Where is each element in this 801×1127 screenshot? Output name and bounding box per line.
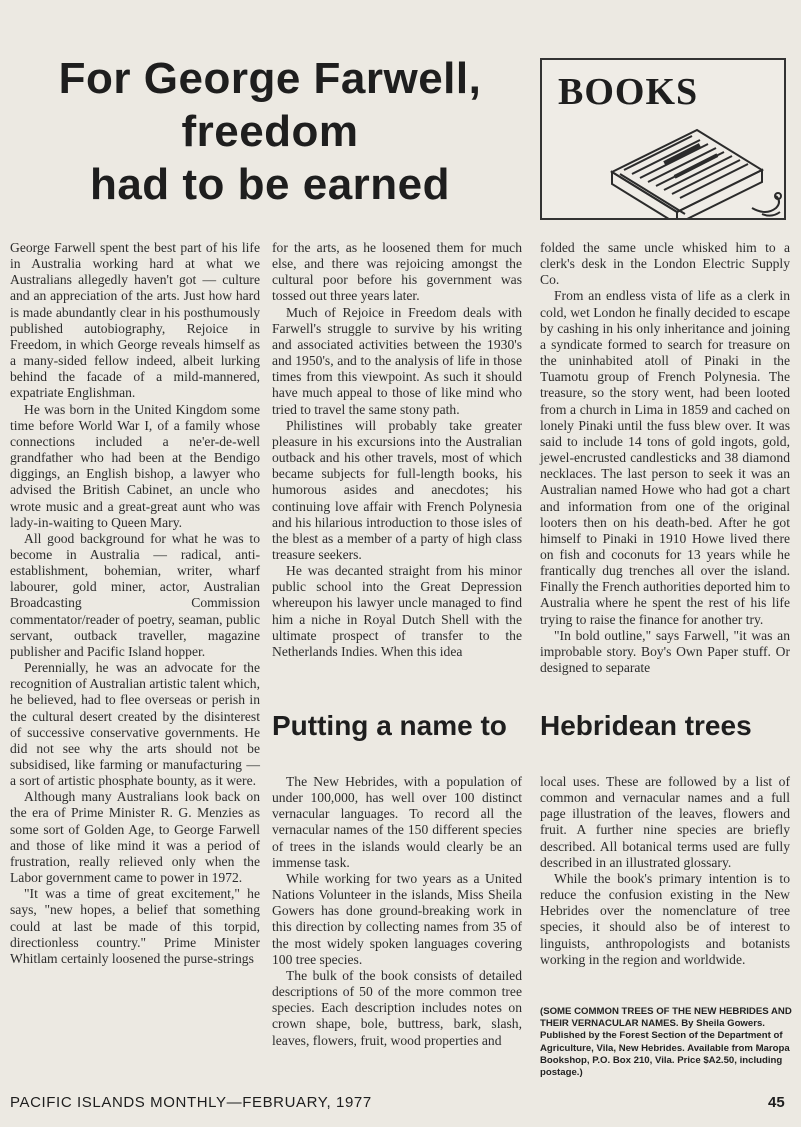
paragraph: Philistines will probably take greater pleasure in his excursions into the Australian outback and his other travels, most of which became subjects for full-length books, his humorous asides and anecdotes; his continuing love affair with French Polynesia and his hilarious introduction to those isles of the blest as a member of a party of high class treasure seekers. [272, 417, 522, 562]
books-section-box [540, 58, 786, 220]
headline-line-1: For George Farwell, [58, 54, 482, 103]
paragraph: Although many Australians look back on the era of Prime Minister R. G. Menzies as some sort of Golden Age, to George Farwell and those of like mind it was a period of frustration, really relieved only when the Labor government came to power in 1972. [10, 789, 260, 886]
paragraph: "It was a time of great excitement," he says, "new hopes, a belief that something could at last be made of this torpid, directionless country." Prime Minister Whitlam certainly loosened the purse-strings [10, 886, 260, 966]
paragraph: While working for two years as a United Nations Volunteer in the islands, Miss Sheila Gowers has done ground-breaking work in this direction by collecting names from 35 of the most widely spoken languages covering 100 tree species. [272, 870, 522, 967]
publication-footer: PACIFIC ISLANDS MONTHLY—FEBRUARY, 1977 [10, 1094, 372, 1111]
headline-line-2: freedom [181, 107, 359, 156]
headline-line-3: had to be earned [89, 160, 451, 209]
paragraph: He was decanted straight from his minor public school into the Great Depression whereupon his lawyer uncle managed to find him a niche in Royal Dutch Shell with the ultimate prospect of transfer to the Netherlands Indies. When this idea [272, 563, 522, 659]
paragraph: local uses. These are followed by a list of common and vernacular names and a full page illustration of the leaves, flowers and fruit. A further nine species are briefly described. All botanical terms used are fully described in an illustrated glossary. [540, 774, 790, 870]
paragraph: The New Hebrides, with a population of under 100,000, has well over 100 distinct vernacular languages. To record all the vernacular names of the 150 different species of trees in the islands would clearly be an immense task. [272, 774, 522, 870]
paragraph: The bulk of the book consists of detailed descriptions of 50 of the more common tree species. Each description includes notes on crown shape, bole, buttress, bark, slash, leaves, flowers, fruit, wood properties and [272, 967, 522, 1048]
page-number: 45 [768, 1094, 785, 1111]
article-column-3 [540, 240, 790, 706]
paragraph: folded the same uncle whisked him to a clerk's desk in the London Electric Supply Co. [540, 240, 790, 288]
paragraph: George Farwell spent the best part of his life in Australia working hard at what we Australians allegedly haven't got — culture and an appreciation of the arts. Just how hard is made abundantly clear in his posthumously published autobiography, Rejoice in Freedom, in which George reveals himself as a many-sided fellow indeed, albeit lurking behind the facade of a mild-mannered, expatriate Englishman. [10, 240, 260, 401]
paragraph: Perennially, he was an advocate for the recognition of Australian artistic talent which, he believed, had to flee overseas or perish in the cultural desert created by the disinterest of successive conservative governments. He did not see why the arts should not be subsidised, like farming or manufacturing — a sort of artistic phosphate bounty, as it were. [10, 660, 260, 789]
tree-article-column-1 [272, 774, 522, 1086]
paragraph: "In bold outline," says Farwell, "it was an improbable story. Boy's Own Paper stuff. Or designed to separate [540, 627, 790, 676]
paragraph: for the arts, as he loosened them for much else, and there was rejoicing amongst the cultural poor before his government was tossed out three years later. [272, 240, 522, 304]
paragraph: Much of Rejoice in Freedom deals with Farwell's struggle to survive by his writing and associated activities between the 1930's and 1950's, and to the analysis of life in those times from this viewpoint. As such it should have much appeal to those of like mind who tried to travel the same stony path. [272, 304, 522, 417]
article-column-1 [10, 240, 260, 1090]
article-column-2 [272, 240, 522, 706]
tree-article-headline-right: Hebridean trees [540, 710, 752, 741]
article-headline [20, 52, 520, 211]
paragraph: From an endless vista of life as a clerk in cold, wet London he finally decided to escape by cashing in his only inheritance and joining a syndicate formed to search for treasure on the uninhabited atoll of Pinaki in the Tuamotu group of French Polynesia. The treasure, so the story went, had been looted from a church in Lima in 1859 and cached on lonely Pinaki until the fuss blew over. It was said to include 14 tons of gold ingots, gold, jewel-encrusted candlesticks and 38 diamond necklaces. The last person to seek it was an Australian named Howe who had got a chart and information from one of the original looters then on his death-bed. After he got himself to Pinaki in 1910 Howe lived there on fish and coconuts for 13 years while he frantically dug trenches all over the island. Finally the French authorities deported him to Australia where he spent the rest of his life trying to raise the finance for another try. [540, 288, 790, 627]
tree-article-column-2 [540, 774, 790, 1004]
paragraph: He was born in the United Kingdom some time before World War I, of a family whose connections included a ne'er-de-well grandfather who had been at the Bendigo diggings, an English bishop, a lawyer who advised the British Cabinet, an uncle who wrote music and a great-great aunt who was lady-in-waiting to Queen Mary. [10, 401, 260, 530]
book-stack-icon [602, 112, 786, 220]
tree-article-headline-left: Putting a name to [272, 710, 507, 741]
paragraph: While the book's primary intention is to reduce the confusion existing in the New Hebrides over the nomenclature of tree species, it should also be of interest to linguists, anthropologists and botanists working in the region and worldwide. [540, 870, 790, 967]
books-section-label: BOOKS [558, 71, 699, 113]
paragraph: All good background for what he was to become in Australia — radical, anti-establishment, bohemian, writer, wharf labourer, gold miner, actor, Australian Broadcasting Commission commentator/reader of poetry, seaman, public servant, outback traveller, magazine publisher and Pacific Island hopper. [10, 530, 260, 659]
book-credit-note: (SOME COMMON TREES OF THE NEW HEBRIDES AND THEIR VERNACULAR NAMES. By Sheila Gowers. Published by the Forest Section of the Department of Agriculture, Vila, New Hebrides. Available from Maropa Bookshop, P.O. Box 210, Vila. Price $A2.50, including postage.) [540, 1006, 792, 1079]
